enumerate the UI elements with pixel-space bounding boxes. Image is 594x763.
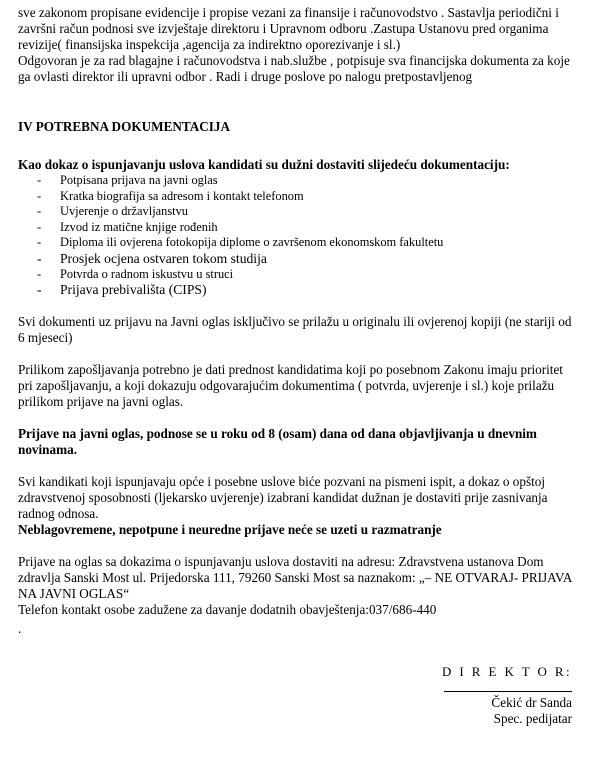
list-dash: - [37,235,42,249]
list-item-text: Potvrda o radnom iskustvu u struci [60,266,234,281]
list-item-text: Prijava prebivališta (CIPS) [60,282,207,297]
list-item-text: Kratka biografija sa adresom i kontakt telefonom [60,188,304,203]
director-title: D I R E K T O R: [441,664,572,679]
documentation-list [18,173,572,298]
documentation-lead: Kao dokaz o ispunjavanju uslova kandidati su dužni dostaviti slijedeću dokumentaciju: [18,157,510,172]
list-item [18,173,572,189]
originals-paragraph: Svi dokumenti uz prijavu na Javni oglas isključivo se prilažu u originalu ili ovjerenoj kopiji (ne stariji od 6 mjeseci) [18,314,572,345]
signature-line [444,691,572,692]
exam-paragraph: Svi kandikati koji ispunjavaju opće i posebne uslove biće pozvani na pismeni ispit, a dokaz o opštoj zdravstvenoj sposobnosti (ljekarsko uvjerenje) izabrani kandidat dužnan je dostaviti prije zasnivanja radnog odnosa. [18,474,548,521]
director-role: Spec. pedijatar [493,711,572,726]
deadline-paragraph: Prijave na javni oglas, podnose se u roku od 8 (osam) dana od dana objavljivanja u dnevnim novinama. [18,426,537,457]
stray-dot: . [18,621,22,636]
section-heading: IV POTREBNA DOKUMENTACIJA [18,119,230,134]
list-item [18,251,572,267]
list-dash: - [37,250,42,266]
list-dash: - [37,188,42,203]
address-paragraph: Prijave na oglas sa dokazima o ispunjavanju uslova dostaviti na adresu: Zdravstvena ustanova Dom zdravlja Sanski Most ul. Prijedorska 111, 79260 Sanski Most sa naznakom: „– NE OTVARAJ- PRIJAVA NA JAVNI OGLAS“ [18,554,572,601]
list-dash: - [37,266,42,281]
list-dash: - [37,204,42,218]
list-item [18,204,572,220]
list-item [18,220,572,236]
document-body [18,5,572,618]
list-item-text: Izvod iz matične knjige rođenih [60,219,218,234]
list-item-text: Potpisana prijava na javni oglas [60,173,218,187]
list-item-text: Uvjerenje o državljanstvu [60,204,188,218]
list-dash: - [37,173,42,187]
director-name: Čekić dr Sanda [491,695,572,710]
list-item-text: Diploma ili ovjerena fotokopija diplome o završenom ekonomskom fakultetu [60,235,444,249]
phone-paragraph: Telefon kontakt osobe zadužene za davanje dodatnih obavještenja:037/686-440 [18,602,437,617]
list-dash: - [37,219,42,234]
intro-paragraph-2: Odgovoran je za rad blagajne i računovodstva i nab.službe , potpisuje sva financijska dokumenta za koje ga ovlasti direktor ili upravni odbor . Radi i druge poslove po nalogu pretpostavljenog [18,53,570,84]
list-dash: - [37,282,42,297]
list-item [18,282,572,298]
list-item [18,235,572,251]
list-item-text: Prosjek ocjena ostvaren tokom studija [60,250,267,266]
intro-paragraph-1: sve zakonom propisane evidencije i propise vezani za finansije i računovodstvo . Sastavlja periodični i završni račun podnosi sve izvještaje direktoru i Upravnom odboru .Zastupa Ustanovu pred organima revizije( finansijska inspekcija ,agencija za indirektno oporezivanje i sl.) [18,5,559,52]
list-item [18,267,572,283]
priority-paragraph: Prilikom zapošljavanja potrebno je dati prednost kandidatima koji po posebnom Zakonu imaju prioritet pri zapošljavanju, a koji dokazuju odgovarajućim dokumentima ( potvrda, uvjerenje i sl.) koje prilažu prilikom prijave na javni oglas. [18,362,563,409]
incomplete-notice: Neblagovremene, nepotpune i neuredne prijave neće se uzeti u razmatranje [18,522,442,537]
list-item [18,189,572,205]
